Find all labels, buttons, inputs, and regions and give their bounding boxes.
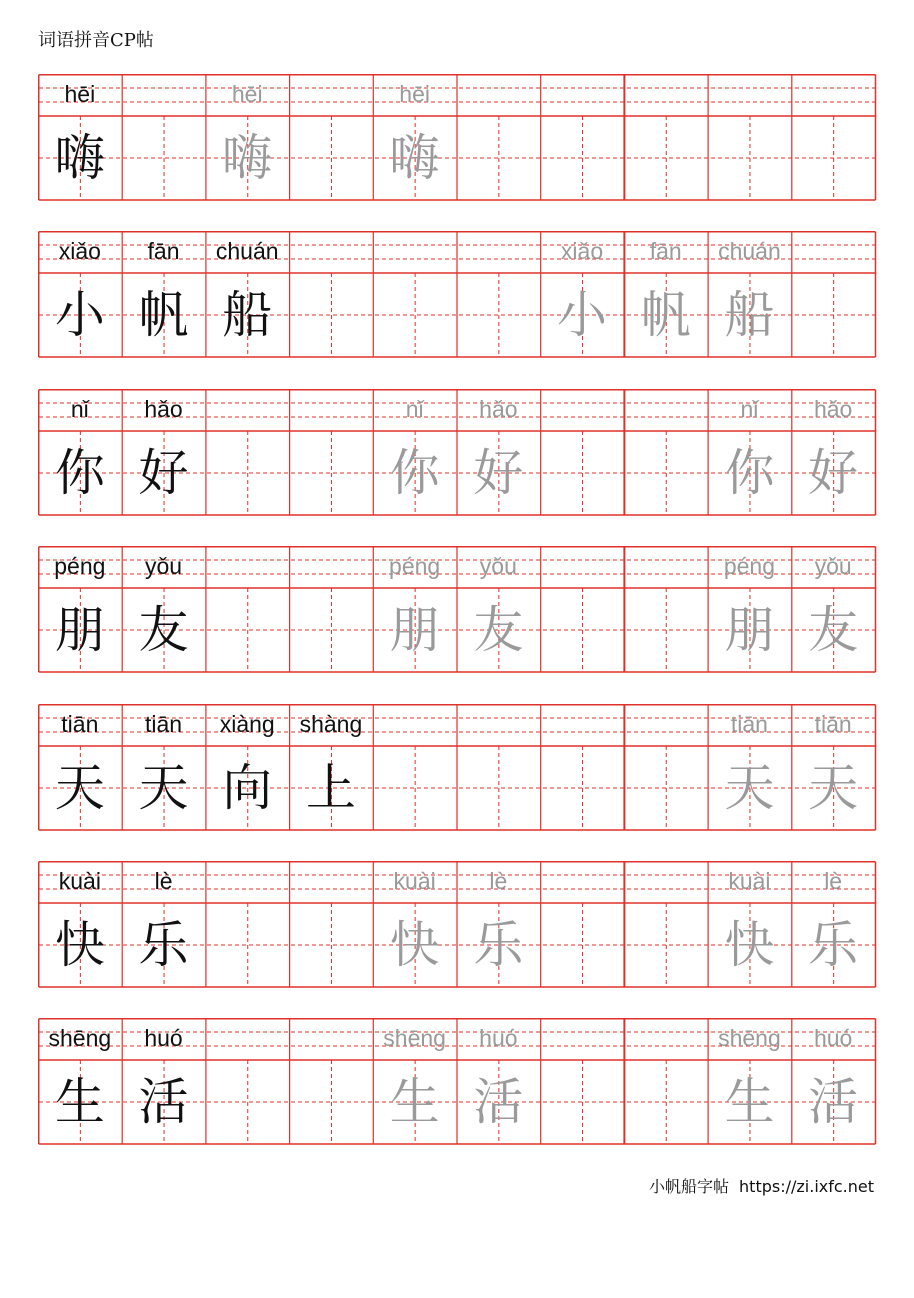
- pinyin-label: nǐ: [70, 396, 89, 422]
- pinyin-label: hēi: [64, 81, 96, 107]
- footer-url: https://zi.ixfc.net: [739, 1177, 874, 1196]
- pinyin-label: shēng: [48, 1025, 112, 1051]
- practice-row: [38, 74, 875, 200]
- trace-character: 乐: [808, 916, 859, 974]
- page-title: 词语拼音CP帖: [38, 30, 154, 51]
- pinyin-label: shēng: [718, 1025, 781, 1051]
- pinyin-label: tiān: [814, 711, 852, 737]
- footer-brand: 小帆船字帖: [649, 1177, 730, 1196]
- example-character: 向: [222, 759, 273, 817]
- trace-character: 好: [808, 444, 859, 502]
- trace-character: 生: [724, 1073, 775, 1131]
- example-character: 天: [138, 759, 189, 817]
- pinyin-label: xiàng: [219, 711, 275, 737]
- trace-character: 帆: [640, 286, 691, 344]
- pinyin-label: lè: [154, 868, 173, 894]
- trace-character: 你: [724, 444, 775, 502]
- trace-character: 朋: [389, 601, 440, 659]
- trace-character: 朋: [724, 601, 775, 659]
- pinyin-label: kuài: [393, 868, 436, 894]
- example-character: 友: [138, 601, 189, 659]
- pinyin-label: lè: [824, 868, 843, 894]
- trace-character: 快: [389, 916, 440, 974]
- pinyin-label: nǐ: [405, 396, 424, 422]
- pinyin-label: yǒu: [479, 553, 517, 579]
- pinyin-label: tiān: [61, 711, 99, 737]
- practice-row: [38, 546, 875, 672]
- pinyin-label: shēng: [383, 1025, 446, 1051]
- pinyin-label: xiǎo: [58, 238, 101, 264]
- pinyin-label: hēi: [231, 81, 263, 107]
- pinyin-label: péng: [389, 553, 441, 579]
- practice-row: [38, 861, 875, 987]
- pinyin-label: kuài: [728, 868, 771, 894]
- example-character: 朋: [54, 601, 105, 659]
- example-character: 嗨: [54, 129, 105, 187]
- example-character: 上: [305, 759, 356, 817]
- example-character: 生: [54, 1073, 105, 1131]
- pinyin-label: yǒu: [814, 553, 852, 579]
- trace-character: 小: [557, 286, 608, 344]
- trace-character: 友: [473, 601, 524, 659]
- pinyin-label: chuán: [718, 238, 781, 264]
- pinyin-label: huó: [813, 1025, 853, 1051]
- pinyin-label: lè: [489, 868, 508, 894]
- pinyin-label: huó: [479, 1025, 518, 1051]
- trace-character: 活: [808, 1073, 859, 1131]
- example-character: 乐: [138, 916, 189, 974]
- trace-character: 嗨: [389, 129, 440, 187]
- trace-character: 天: [724, 759, 775, 817]
- example-character: 小: [54, 286, 105, 344]
- pinyin-label: nǐ: [740, 396, 759, 422]
- trace-character: 天: [808, 759, 859, 817]
- pinyin-label: fān: [649, 238, 682, 264]
- pinyin-label: hǎo: [479, 396, 518, 422]
- example-character: 活: [138, 1073, 189, 1131]
- trace-character: 快: [724, 916, 775, 974]
- trace-character: 活: [473, 1073, 524, 1131]
- example-character: 船: [222, 286, 273, 344]
- footer: [649, 1174, 874, 1197]
- trace-character: 船: [724, 286, 775, 344]
- pinyin-label: tiān: [144, 711, 183, 737]
- practice-row: [38, 231, 875, 357]
- trace-character: 友: [808, 601, 859, 659]
- example-character: 快: [54, 916, 105, 974]
- pinyin-label: kuài: [58, 868, 101, 894]
- trace-character: 乐: [473, 916, 524, 974]
- pinyin-label: hǎo: [813, 396, 853, 422]
- pinyin-label: péng: [54, 553, 106, 579]
- pinyin-label: péng: [723, 553, 776, 579]
- pinyin-label: fān: [147, 238, 180, 264]
- example-character: 好: [138, 444, 189, 502]
- trace-character: 生: [389, 1073, 440, 1131]
- pinyin-label: xiǎo: [560, 238, 604, 264]
- example-character: 你: [54, 444, 105, 502]
- grid-lines: [38, 74, 877, 202]
- practice-row: [38, 704, 875, 830]
- trace-character: 嗨: [222, 129, 273, 187]
- pinyin-label: huó: [144, 1025, 183, 1051]
- pinyin-label: tiān: [730, 711, 768, 737]
- example-character: 帆: [138, 286, 189, 344]
- trace-character: 你: [389, 444, 440, 502]
- pinyin-label: hǎo: [144, 396, 183, 422]
- practice-row: [38, 1018, 875, 1144]
- trace-character: 好: [473, 444, 524, 502]
- practice-row: [38, 389, 875, 515]
- pinyin-label: hēi: [399, 81, 430, 107]
- pinyin-label: yǒu: [144, 553, 183, 579]
- pinyin-label: shàng: [299, 711, 363, 737]
- example-character: 天: [54, 759, 105, 817]
- pinyin-label: chuán: [215, 238, 279, 264]
